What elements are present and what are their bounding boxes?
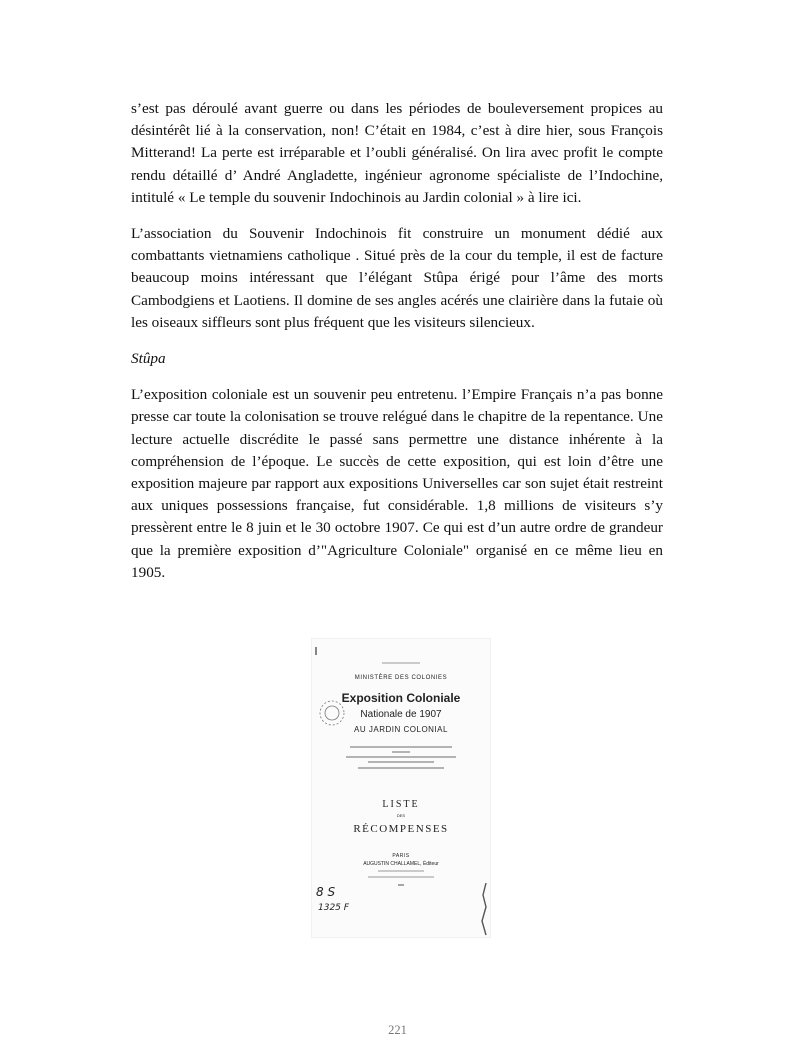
scan-decorations	[312, 639, 490, 937]
scan-list-title: LISTE	[382, 799, 420, 810]
scan-title-line-1: Exposition Coloniale	[341, 691, 461, 705]
scan-rewards: RÉCOMPENSES	[353, 823, 449, 835]
scan-ministry: MINISTÈRE DES COLONIES	[354, 675, 448, 681]
page-number: 221	[388, 1023, 407, 1037]
body-text	[131, 98, 663, 584]
paragraph-1: s’est pas déroulé avant guerre ou dans les périodes de bouleversement propices au désintérêt lié à la conservation, non! C’était en 1984, c’est à dire hier, sous François Mitterand! La perte est irréparable et l’oubli généralisé. On lira avec profit le compte rendu détaillé d’ André Angladette, ingénieur agronome spécialiste de l’Indochine, intitulé « Le temple du souvenir Indochinois au Jardin colonial » à lire ici.	[131, 100, 663, 206]
shelfmark-1: 8 S	[316, 885, 336, 899]
blurred-text-lines	[346, 747, 456, 768]
scan-list-sub: DES	[396, 813, 406, 818]
scanned-title-page-image	[311, 638, 491, 938]
scan-city: PARIS	[392, 853, 410, 859]
paragraph-3: L’exposition coloniale est un souvenir peu entretenu. l’Empire Français n’a pas bonne presse car toute la colonisation se trouve relégué dans le chapitre de la repentance. Une lecture actuelle discrédite le passé sans permettre une distance inhérente à la compréhension de l’époque. Le succès de cette exposition, qui est loin d’être une exposition majeure par rapport aux expositions Universelles car son sujet était restreint aux uniques possessions française, fut considérable. 1,8 millions de visiteurs s’y pressèrent entre le 8 juin et le 30 octobre 1907. Ce qui est d’un autre ordre de grandeur que la première exposition d’"Agriculture Coloniale" organisé en ce même lieu en 1905.	[131, 386, 663, 581]
scan-title-line-2: Nationale de 1907	[360, 709, 442, 720]
shelfmark-2: 1325 F	[318, 903, 349, 913]
scan-publisher: AUGUSTIN CHALLAMEL, Éditeur	[363, 861, 439, 867]
publisher-lines	[368, 871, 434, 877]
section-heading: Stûpa	[131, 350, 166, 368]
paragraph-2: L’association du Souvenir Indochinois fit construire un monument dédié aux combattants vietnamiens catholique . Situé près de la cour du temple, il est de facture beaucoup moins intéressant que l’élégant Stûpa érigé pour l’âme des morts Cambodgiens et Laotiens. Il domine de ses angles acérés une clairière dans la futaie où les oiseaux siffleurs sont plus fréquent que les visiteurs silencieux.	[131, 225, 663, 331]
scan-title-line-3: AU JARDIN COLONIAL	[354, 725, 448, 734]
